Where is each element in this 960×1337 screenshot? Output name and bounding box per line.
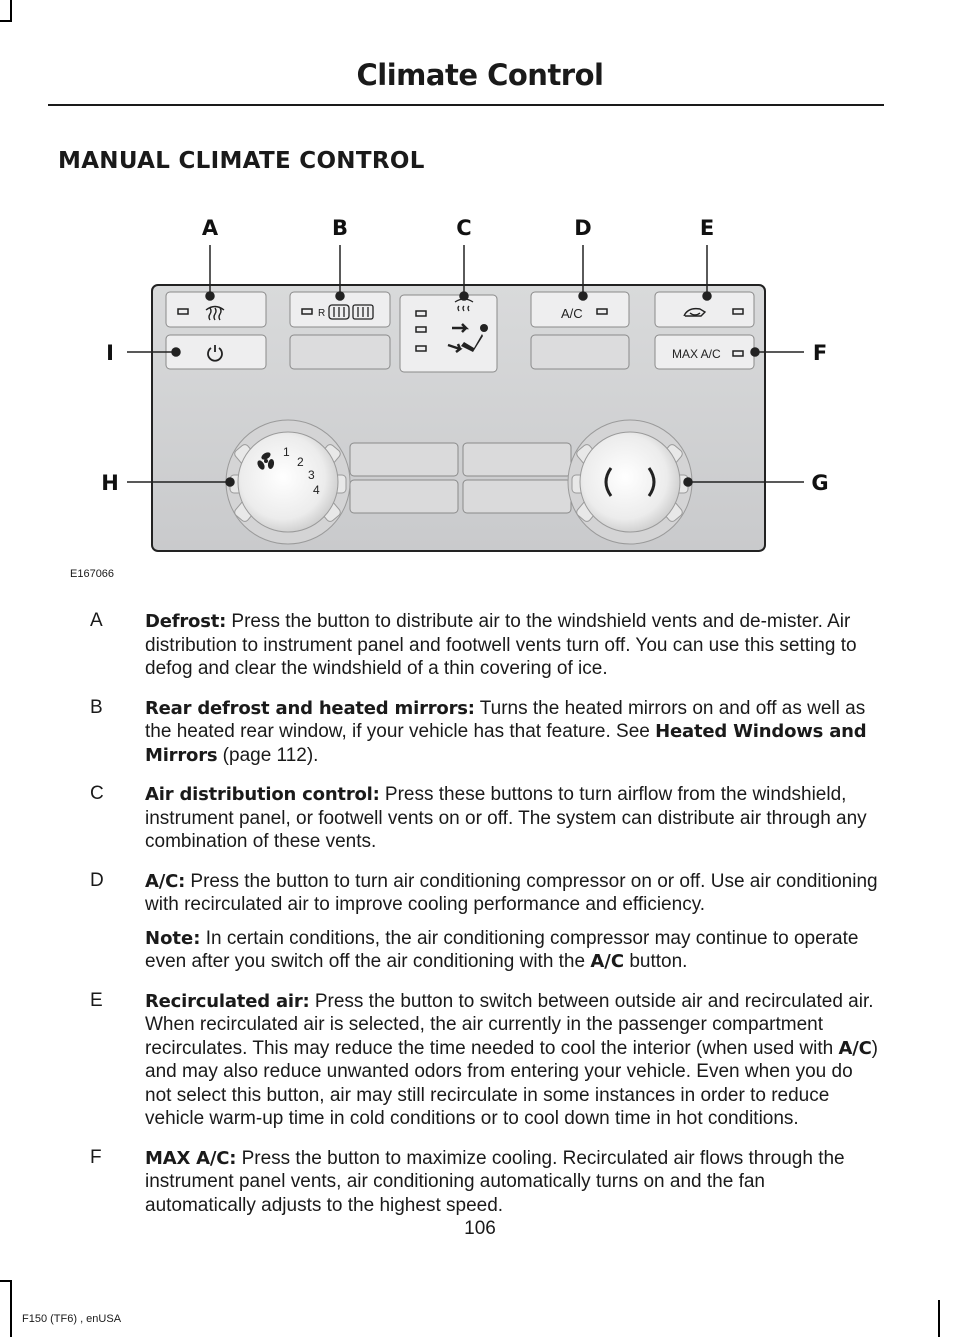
item-letter: F: [90, 1146, 102, 1168]
item-text-tail: ) and may also reduce unwanted odors from entering your vehicle. Even when you do not select this button, air may still recirculate in some instances in order to reduce vehicle warm-up time in cold conditions or to cool down time in hot conditions.: [145, 1037, 878, 1129]
crop-mark: [10, 1280, 12, 1337]
item-description: [145, 783, 880, 854]
callout-e: E: [699, 216, 715, 240]
item-letter: A: [90, 610, 103, 631]
list-item: [90, 990, 880, 1131]
item-text: Press the button to maximize cooling. Recirculated air flows through the instrument panel vents, air conditioning automatically turns on and the fan automatically adjusts to the highest speed.: [145, 1147, 845, 1216]
list-item: [90, 610, 880, 681]
item-letter: B: [90, 696, 103, 718]
page-header-title: Climate Control: [356, 58, 604, 92]
note-term: Note:: [145, 927, 201, 949]
item-text: Press these buttons to turn airflow from the windshield, instrument panel, or footwell vents on or off. The system can distribute air through any combination of these vents.: [145, 784, 867, 852]
list-item: [90, 870, 880, 974]
fan-speed-knob[interactable]: [226, 420, 350, 544]
section-title: MANUAL CLIMATE CONTROL: [58, 148, 425, 174]
crop-mark: [0, 1280, 12, 1282]
callout-d: D: [574, 216, 592, 240]
item-term: Recirculated air:: [145, 990, 310, 1012]
climate-control-diagram: [0, 0, 960, 600]
item-term: Air distribution control:: [145, 784, 380, 805]
item-term: A/C:: [145, 870, 186, 892]
figure-id: E167066: [70, 568, 115, 580]
item-description: [145, 870, 880, 917]
item-text: Press the button to turn air conditioning compressor on or off. Use air conditioning with recirculated air to improve cooling performance and efficiency.: [145, 870, 878, 915]
item-text: Press the button to switch between outside air and recirculated air. When recirculated air is selected, the air currently in the passenger compartment recirculates. This may reduce the time needed to cool the interior (when used with: [145, 990, 874, 1059]
note-ref: A/C: [590, 951, 625, 972]
item-ref: A/C: [838, 1037, 872, 1059]
air-distribution-buttons[interactable]: [400, 295, 497, 372]
fan-speed-2: 2: [297, 455, 304, 469]
page-number: 106: [464, 1218, 496, 1239]
item-description: [145, 1147, 880, 1218]
description-list: [90, 610, 880, 1233]
cross-reference-link[interactable]: Heated Windows and Mirrors: [145, 721, 867, 766]
item-text: Turns the heated mirrors on and off as well as the heated rear window, if your vehicle has that feature. See: [145, 697, 866, 742]
item-description: [145, 610, 880, 681]
item-letter: E: [90, 989, 103, 1011]
defrost-button[interactable]: [166, 292, 266, 327]
fan-speed-4: 4: [313, 483, 320, 497]
callout-a: A: [201, 216, 219, 240]
note-text: In certain conditions, the air conditioning compressor may continue to operate even after you switch off the air conditioning with the: [145, 927, 859, 972]
callout-i: I: [106, 341, 114, 365]
list-item: [90, 783, 880, 854]
item-description: [145, 990, 880, 1131]
footer-label: F150 (TF6) , enUSA: [22, 1313, 122, 1325]
note-tail: button.: [624, 951, 688, 972]
item-term: Defrost:: [145, 611, 227, 632]
list-item: [90, 697, 880, 768]
list-item: [90, 1147, 880, 1218]
blank-button: [290, 335, 390, 369]
item-term: Rear defrost and heated mirrors:: [145, 697, 475, 719]
item-letter: D: [90, 869, 104, 891]
fan-speed-3: 3: [308, 468, 315, 482]
max-ac-button-label: MAX A/C: [672, 347, 721, 361]
fan-speed-1: 1: [283, 445, 290, 459]
temperature-knob[interactable]: [568, 420, 692, 544]
max-ac-button[interactable]: [655, 335, 754, 369]
callout-f: F: [812, 341, 828, 365]
callout-h: H: [101, 471, 119, 495]
item-text: Press the button to distribute air to the windshield vents and de-mister. Air distribution to instrument panel and footwell vents turn off. You can use this setting to defog and clear the windshield of a thin covering of ice.: [145, 611, 857, 679]
item-note: [145, 927, 880, 974]
ac-button-label: A/C: [561, 306, 583, 321]
blank-button: [531, 335, 629, 369]
item-text-tail: (page 112).: [217, 744, 319, 766]
rear-label: R: [318, 308, 326, 319]
callout-g: G: [811, 471, 829, 495]
item-description: [145, 697, 880, 768]
callout-b: B: [331, 216, 349, 240]
item-letter: C: [90, 783, 104, 804]
crop-mark: [938, 1300, 940, 1337]
power-button[interactable]: [166, 335, 266, 369]
item-term: MAX A/C:: [145, 1147, 237, 1169]
callout-c: C: [456, 216, 472, 240]
